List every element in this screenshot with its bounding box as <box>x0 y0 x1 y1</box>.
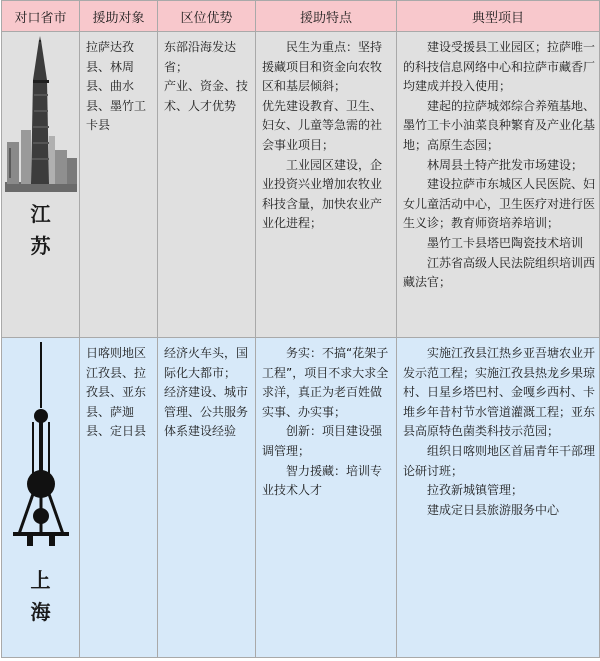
project-item: 江苏省高级人民法院组织培训西藏法官； <box>403 255 596 290</box>
targets-text: 日喀则地区江孜县、拉孜县、亚东县、萨迦县、定日县 <box>86 346 147 439</box>
table-row-jiangsu <box>2 32 600 338</box>
header-province: 对口省市 <box>2 1 80 32</box>
oriental-pearl-tower-icon <box>3 338 79 558</box>
targets-cell-jiangsu <box>80 32 158 338</box>
advantage-item: 东部沿海发达省； <box>164 40 237 74</box>
feature-item: 智力援藏：培训专业技术人才 <box>262 463 383 498</box>
features-cell-shanghai <box>256 338 397 658</box>
province-cell-shanghai <box>2 338 80 658</box>
province-char: 海 <box>30 600 51 624</box>
project-item: 拉孜新城镇管理； <box>427 483 524 498</box>
project-item: 建设拉萨市东城区人民医院、妇女儿童活动中心，卫生医疗对进行医生义诊；教育师资培养培训； <box>403 177 596 231</box>
advantage-item: 产业、资金、技术、人才优势 <box>164 79 249 113</box>
feature-item: 优先建设教育、卫生、妇女、儿童等急需的社会事业项目； <box>262 98 383 152</box>
aid-table <box>1 0 600 658</box>
header-row <box>2 1 600 32</box>
targets-cell-shanghai <box>80 338 158 658</box>
header-advantages: 区位优势 <box>158 1 256 32</box>
province-name-jiangsu <box>2 198 79 262</box>
feature-item: 工业园区建设，企业投资兴业增加农牧业科技含量，加快农业产业化进程； <box>262 157 383 231</box>
skyscraper-icon <box>3 32 79 192</box>
header-features: 援助特点 <box>256 1 397 32</box>
header-projects: 典型项目 <box>397 1 600 32</box>
features-cell-jiangsu <box>256 32 397 338</box>
targets-text: 拉萨达孜县、林周县、曲水县、墨竹工卡县 <box>86 40 147 133</box>
project-item: 建设受援县工业园区；拉萨唯一的科技信息网络中心和拉萨市藏香厂均建成并投入使用； <box>403 40 596 94</box>
feature-item: 务实：不搞“花架子工程”，项目不求大求全求洋，真正为老百姓做实事、办实事； <box>262 346 389 419</box>
project-item: 实施江孜县江热乡亚吾塘农业开发示范工程；实施江孜县热龙乡果琼村、日星乡塔巴村、金嘎乡西村、卡堆乡年昔村节水管道灌溉工程；亚东县高原特色菌类科技示范园； <box>403 346 596 439</box>
project-item: 墨竹工卡县塔巴陶瓷技术培训 <box>427 235 584 250</box>
project-item: 林周县土特产批发市场建设； <box>427 157 584 172</box>
advantages-cell-jiangsu <box>158 32 256 338</box>
projects-cell-shanghai <box>397 338 600 658</box>
province-cell-jiangsu <box>2 32 80 338</box>
project-item: 建起的拉萨城郊综合养殖基地、墨竹工卡小油菜良种繁育及产业化基地；高原生态园； <box>403 98 596 152</box>
project-item: 组织日喀则地区首届青年干部理论研讨班； <box>403 443 596 478</box>
province-char: 上 <box>30 568 51 592</box>
header-targets: 援助对象 <box>80 1 158 32</box>
province-char: 江 <box>30 202 51 226</box>
province-name-shanghai <box>2 564 79 628</box>
advantages-cell-shanghai <box>158 338 256 658</box>
projects-cell-jiangsu <box>397 32 600 338</box>
province-char: 苏 <box>30 234 51 258</box>
project-item: 建成定日县旅游服务中心 <box>427 502 560 517</box>
advantage-item: 经济建设、城市管理、公共服务体系建设经验 <box>164 385 249 439</box>
feature-item: 创新：项目建设强调管理； <box>262 424 383 458</box>
advantage-item: 经济火车头，国际化大都市； <box>164 346 249 380</box>
table-row-shanghai <box>2 338 600 658</box>
feature-item: 民生为重点：坚持援藏项目和资金向农牧区和基层倾斜； <box>262 40 383 94</box>
